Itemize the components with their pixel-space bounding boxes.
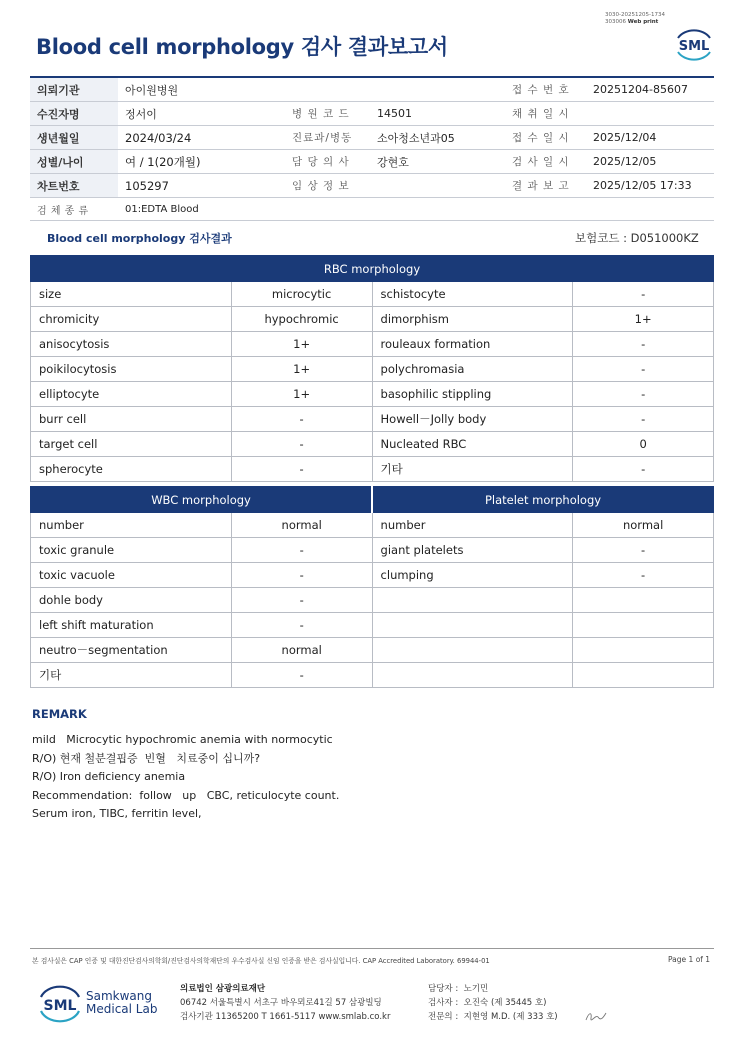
rbc-result-right: - <box>573 282 714 307</box>
specimen-value: 01:EDTA Blood <box>118 198 714 221</box>
remark-line: mild Microcytic hypochromic anemia with normocytic <box>32 733 333 746</box>
collect-date-value <box>586 102 714 126</box>
rbc-result-right: 1+ <box>573 307 714 332</box>
logo-text: SML <box>43 998 77 1014</box>
table-row <box>31 613 714 638</box>
rbc-result: 1+ <box>231 332 372 357</box>
wbc-plt-item-right <box>372 663 573 688</box>
rbc-item: burr cell <box>31 407 232 432</box>
report-date-value: 2025/12/05 17:33 <box>586 174 714 198</box>
receipt-no-value: 20251204-85607 <box>586 77 714 102</box>
wbc-platelet-rows <box>31 513 714 688</box>
wbc-plt-result-right: - <box>573 538 714 563</box>
rbc-result: - <box>231 432 372 457</box>
wbc-plt-item-right: number <box>372 513 573 538</box>
wbc-plt-item-right <box>372 613 573 638</box>
remark-line: R/O) 현재 철분결핍증 빈혈 치료중이 십니까? <box>32 751 261 765</box>
rbc-item-right: rouleaux formation <box>372 332 573 357</box>
clinical-info-label: 임 상 정 보 <box>278 174 370 198</box>
wbc-plt-item: dohle body <box>31 588 232 613</box>
insurance-code: 보험코드 : D051000KZ <box>575 231 699 245</box>
rbc-item-right: Howell－Jolly body <box>372 407 573 432</box>
dept-label: 진료과/병동 <box>278 126 370 150</box>
rbc-item: target cell <box>31 432 232 457</box>
wbc-plt-item: toxic vacuole <box>31 563 232 588</box>
receipt-no-label: 접 수 번 호 <box>498 77 586 102</box>
lab-name-line: Medical Lab <box>86 1002 158 1016</box>
web-print-label: Web print <box>627 19 659 25</box>
wbc-platelet-table <box>30 486 714 688</box>
name-label: 수진자명 <box>30 102 118 126</box>
table-row <box>31 457 714 482</box>
staff-role: 담당자 : <box>428 984 459 994</box>
table-row <box>31 357 714 382</box>
staff-role: 전문의 : <box>428 1012 459 1022</box>
dob-label: 생년월일 <box>30 126 118 150</box>
wbc-plt-result: - <box>231 613 372 638</box>
rbc-header: RBC morphology <box>31 256 714 282</box>
rbc-result: - <box>231 407 372 432</box>
rbc-result-right: - <box>573 382 714 407</box>
page-number: Page 1 of 1 <box>668 955 711 964</box>
rbc-result-right: - <box>573 332 714 357</box>
test-date-value: 2025/12/05 <box>586 150 714 174</box>
collect-date-label: 채 취 일 시 <box>498 102 586 126</box>
rbc-result-right: 0 <box>573 432 714 457</box>
rbc-item: poikilocytosis <box>31 357 232 382</box>
lab-name-line: Samkwang <box>86 989 152 1003</box>
rbc-result-right: - <box>573 457 714 482</box>
chart-no-label: 차트번호 <box>30 174 118 198</box>
sex-age-label: 성별/나이 <box>30 150 118 174</box>
patient-info-table <box>30 76 714 221</box>
chart-no-value: 105297 <box>118 174 278 198</box>
results-title: Blood cell morphology 검사결과 <box>47 232 232 245</box>
name-value: 정서이 <box>118 102 278 126</box>
remark-line: Serum iron, TIBC, ferritin level, <box>32 807 202 820</box>
hospital-code-label: 병 원 코 드 <box>278 102 370 126</box>
doctor-value: 강현호 <box>370 150 498 174</box>
staff-name: 오진숙 (제 35445 호) <box>463 998 547 1008</box>
table-row <box>31 538 714 563</box>
staff-list <box>428 982 558 1024</box>
rbc-item-right: 기타 <box>372 457 573 482</box>
dob-value: 2024/03/24 <box>118 126 278 150</box>
report-date-label: 결 과 보 고 <box>498 174 586 198</box>
rbc-item: size <box>31 282 232 307</box>
table-row <box>31 332 714 357</box>
wbc-plt-item: number <box>31 513 232 538</box>
table-row <box>31 407 714 432</box>
rbc-item: elliptocyte <box>31 382 232 407</box>
doc-code-line: 3030-20251205-1734 <box>605 12 665 18</box>
rbc-result: microcytic <box>231 282 372 307</box>
table-row <box>31 638 714 663</box>
table-row <box>31 563 714 588</box>
rbc-item-right: Nucleated RBC <box>372 432 573 457</box>
rbc-item-right: basophilic stippling <box>372 382 573 407</box>
wbc-plt-result-right <box>573 638 714 663</box>
wbc-plt-result-right <box>573 588 714 613</box>
table-row <box>31 588 714 613</box>
wbc-plt-item-right <box>372 588 573 613</box>
specimen-label: 검 체 종 류 <box>30 198 118 221</box>
wbc-plt-item: toxic granule <box>31 538 232 563</box>
doc-code-line: 303006 <box>605 19 626 25</box>
staff-name: 지현영 M.D. (제 333 호) <box>463 1012 558 1022</box>
wbc-plt-result: - <box>231 588 372 613</box>
rbc-rows <box>31 282 714 482</box>
wbc-plt-result-right: - <box>573 563 714 588</box>
rbc-result: 1+ <box>231 382 372 407</box>
wbc-plt-result-right <box>573 663 714 688</box>
org-contact: 검사기관 11365200 T 1661-5117 www.smlab.co.kr <box>180 1012 391 1022</box>
footer-divider <box>30 948 714 949</box>
test-date-label: 검 사 일 시 <box>498 150 586 174</box>
wbc-plt-item-right <box>372 638 573 663</box>
org-address: 06742 서울특별시 서초구 바우뫼로41길 57 삼광빌딩 <box>180 998 382 1008</box>
remark-line: R/O) Iron deficiency anemia <box>32 770 186 783</box>
wbc-plt-result: - <box>231 538 372 563</box>
rbc-result: hypochromic <box>231 307 372 332</box>
wbc-plt-result: normal <box>231 638 372 663</box>
rbc-item-right: dimorphism <box>372 307 573 332</box>
table-row <box>31 307 714 332</box>
rbc-item-right: schistocyte <box>372 282 573 307</box>
rbc-item: anisocytosis <box>31 332 232 357</box>
report-title: Blood cell morphology 검사 결과보고서 <box>36 35 448 59</box>
hospital-code-value: 14501 <box>370 102 498 126</box>
rbc-item: chromicity <box>31 307 232 332</box>
lab-name <box>86 990 157 1016</box>
wbc-plt-item-right: clumping <box>372 563 573 588</box>
wbc-plt-result-right: normal <box>573 513 714 538</box>
hospital-label: 의뢰기관 <box>30 77 118 102</box>
wbc-plt-item: 기타 <box>31 663 232 688</box>
remark-title: REMARK <box>32 707 87 721</box>
wbc-plt-result: - <box>231 663 372 688</box>
org-name: 의료법인 삼광의료재단 <box>180 984 266 994</box>
table-row <box>31 432 714 457</box>
remark-text <box>32 731 339 824</box>
table-row <box>31 663 714 688</box>
rbc-result-right: - <box>573 357 714 382</box>
wbc-plt-item: neutro－segmentation <box>31 638 232 663</box>
signature-icon <box>584 1008 608 1024</box>
clinical-info-value <box>370 174 498 198</box>
rbc-result: - <box>231 457 372 482</box>
wbc-plt-result: - <box>231 563 372 588</box>
hospital-value: 아이원병원 <box>118 77 498 102</box>
wbc-plt-item-right: giant platelets <box>372 538 573 563</box>
rbc-result: 1+ <box>231 357 372 382</box>
sml-footer-logo-icon <box>36 981 84 1025</box>
logo-text: SML <box>678 39 710 54</box>
receive-date-value: 2025/12/04 <box>586 126 714 150</box>
wbc-plt-item: left shift maturation <box>31 613 232 638</box>
doctor-label: 담 당 의 사 <box>278 150 370 174</box>
staff-role: 검사자 : <box>428 998 459 1008</box>
platelet-header: Platelet morphology <box>372 487 713 513</box>
wbc-plt-result: normal <box>231 513 372 538</box>
table-row <box>31 513 714 538</box>
document-code <box>605 12 665 26</box>
sex-age-value: 여 / 1(20개월) <box>118 150 278 174</box>
dept-value: 소아청소년과05 <box>370 126 498 150</box>
table-row <box>31 282 714 307</box>
rbc-result-right: - <box>573 407 714 432</box>
table-row <box>31 382 714 407</box>
sml-logo-icon <box>672 24 716 64</box>
receive-date-label: 접 수 일 시 <box>498 126 586 150</box>
accreditation-note: 본 검사실은 CAP 인증 및 대한진단검사의학회/진단검사의학재단의 우수검사실 신임 인증을 받은 검사실입니다. CAP Accredited Laboratory. 69944-01 <box>32 957 490 965</box>
rbc-morphology-table <box>30 255 714 482</box>
remark-line: Recommendation: follow up CBC, reticulocyte count. <box>32 788 340 802</box>
rbc-item-right: polychromasia <box>372 357 573 382</box>
wbc-header: WBC morphology <box>31 487 373 513</box>
wbc-plt-result-right <box>573 613 714 638</box>
staff-name: 노기민 <box>463 984 489 994</box>
organization-info <box>180 982 390 1024</box>
rbc-item: spherocyte <box>31 457 232 482</box>
